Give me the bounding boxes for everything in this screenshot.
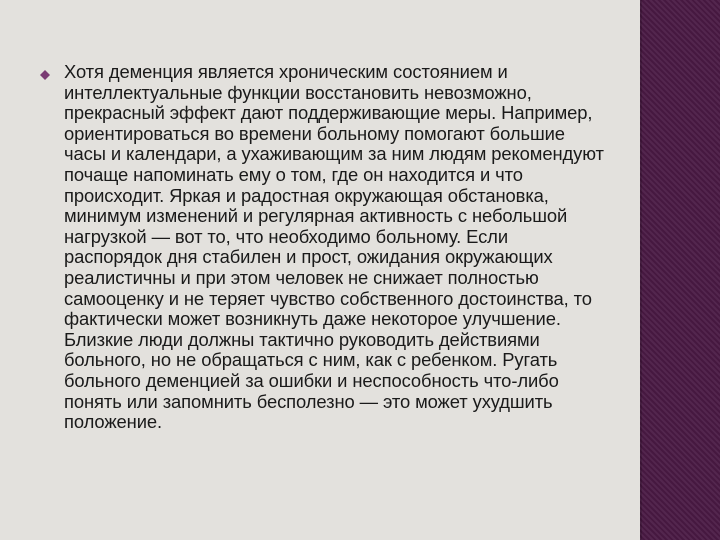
decorative-side-stripe <box>640 0 720 540</box>
body-paragraph: Хотя деменция является хроническим состоянием и интеллектуальные функции восстановить невозможно, прекрасный эффект дают поддерживающие меры. Например, ориентироваться во времени больному помогают большие часы и календари, а ухаживающим за ним людям рекомендуют почаще напоминать ему о том, где он находится и что происходит. Яркая и радостная окружающая обстановка, минимум изменений и регулярная активность с небольшой нагрузкой — вот то, что необходимо больному. Если распорядок дня стабилен и прост, ожидания окружающих реалистичны и при этом человек не снижает полностью самооценку и не теряет чувство собственного достоинства, то фактически может возникнуть даже некоторое улучшение. Близкие люди должны тактично руководить действиями больного, но не обращаться с ним, как с ребенком. Ругать больного деменцией за ошибки и неспособность что-либо понять или запомнить бесполезно — это может ухудшить положение. <box>64 61 604 433</box>
bullet-diamond-icon <box>40 62 64 86</box>
bullet-item <box>40 62 605 433</box>
side-stripe-edge <box>640 0 642 540</box>
slide-content <box>40 62 605 433</box>
